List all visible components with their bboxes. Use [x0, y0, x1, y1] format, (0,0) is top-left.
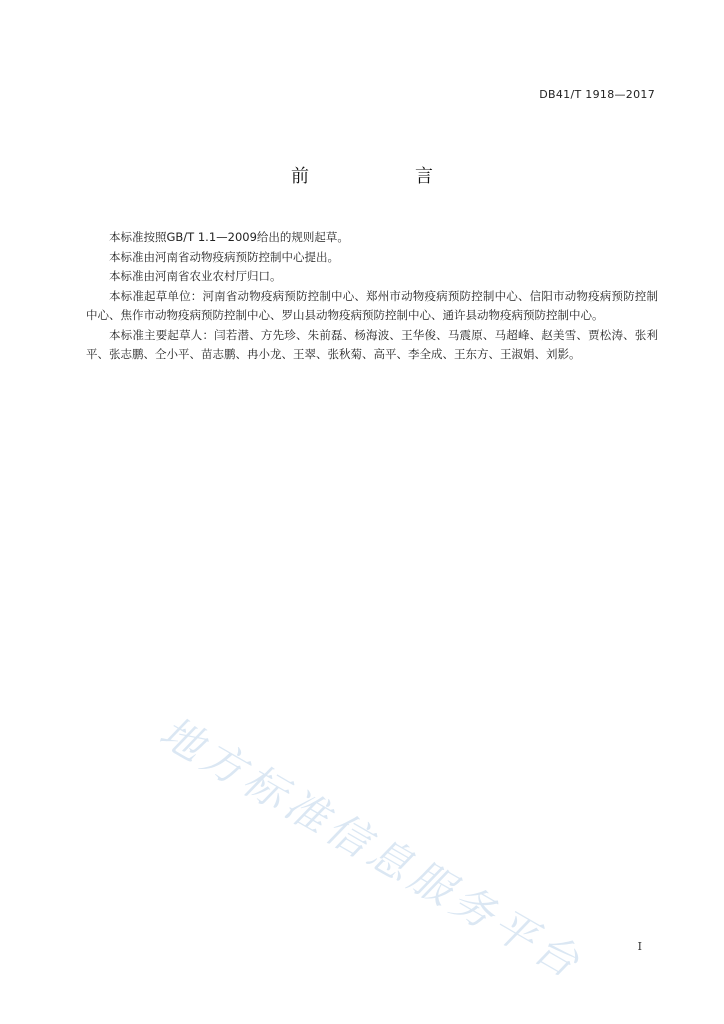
paragraph-drafting-units: 本标准起草单位：河南省动物疫病预防控制中心、郑州市动物疫病预防控制中心、信阳市动物疫病预防控制中心、焦作市动物疫病预防控制中心、罗山县动物疫病预防控制中心、通许县动物疫病预防控制中心。	[86, 288, 658, 322]
watermark: 地方标准信息服务平台	[151, 706, 592, 990]
paragraph-administrator: 本标准由河南省农业农村厅归口。	[109, 269, 282, 283]
page-title: 前 言	[291, 166, 477, 187]
body-text	[86, 228, 658, 365]
paragraph-drafters: 本标准主要起草人：闫若潜、方先珍、朱前磊、杨海波、王华俊、马震原、马超峰、赵美雪、贾松涛、张利平、张志鹏、仝小平、苗志鹏、冉小龙、王翠、张秋菊、高平、李全成、王东方、王淑娟、刘影。	[86, 327, 658, 361]
standard-code: DB41/T 1918—2017	[539, 88, 655, 101]
paragraph-proposer: 本标准由河南省动物疫病预防控制中心提出。	[109, 249, 339, 264]
paragraph-drafting-rules: 本标准按照GB/T 1.1—2009给出的规则起草。	[109, 230, 349, 244]
page-number: I	[637, 940, 642, 953]
